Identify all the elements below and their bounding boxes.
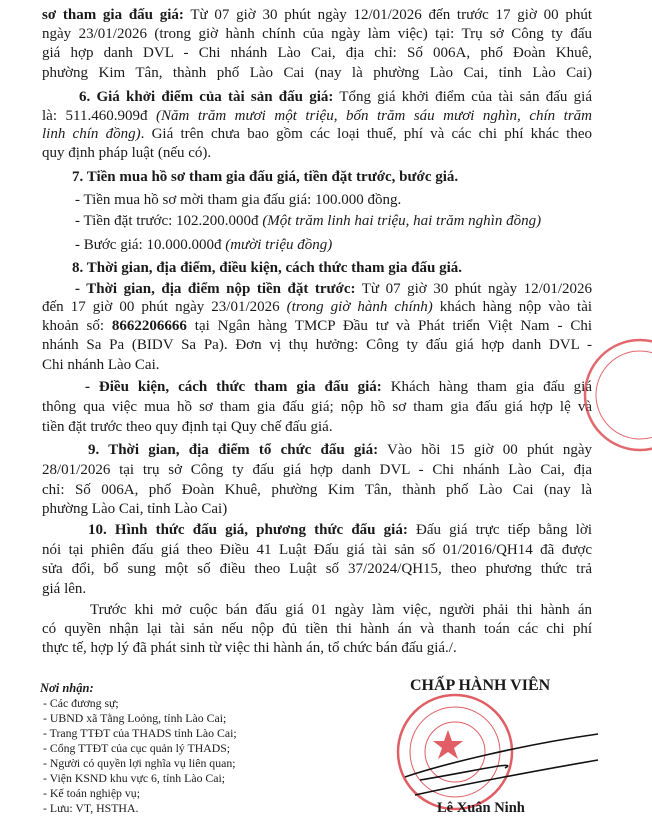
text-line	[42, 499, 592, 519]
text-line	[42, 24, 592, 44]
bold-text: 8. Thời gian, địa điểm, điều kiện, cách thức tham gia đấu giá.	[72, 260, 463, 276]
text-line	[42, 355, 592, 375]
italic-text: (trong giờ hành chính)	[286, 299, 433, 315]
text-line	[42, 540, 592, 560]
text-run: Khách hàng tham gia đấu giá	[381, 379, 592, 395]
text-run: phường Kim Tân, thành phố Lào Cai (nay là phường Lào Cai, tỉnh Lào Cai)	[42, 65, 592, 81]
bold-text: 9. Thời gian, địa điểm tổ chức đấu giá:	[88, 442, 379, 458]
text-run: có quyền nhận lại tài sản nếu nộp đủ tiền thi hành án và thanh toán các chi phí	[42, 621, 592, 637]
signer-title: CHẤP HÀNH VIÊN	[410, 677, 551, 694]
text-line	[72, 167, 592, 187]
text-line	[42, 63, 592, 83]
text-line	[88, 520, 592, 540]
text-run: nhánh Sa Pa (BIDV Sa Pa). Đơn vị thụ hưởng: Công ty đấu giá hợp danh DVL -	[42, 337, 592, 353]
text-line	[90, 600, 592, 620]
text-run: khoản số:	[42, 318, 112, 334]
text-run: thông qua việc mua hồ sơ tham gia đấu giá; nộp hồ sơ tham gia đấu giá hợp lệ và	[42, 399, 592, 415]
seal-stamp-edge	[585, 340, 652, 450]
text-run: ngày 23/01/2026 (trong giờ hành chính của ngày làm việc) tại: Trụ sở Công ty đấu	[42, 26, 592, 42]
text-line	[79, 87, 592, 107]
text-run: Từ 07 giờ 30 phút ngày 12/01/2026	[355, 281, 593, 297]
text-run: khách hàng nộp vào tài	[432, 299, 593, 315]
text-run: - Bước giá: 10.000.000đ	[75, 237, 226, 253]
text-line	[42, 124, 592, 144]
signer-name: Lê Xuân Ninh	[437, 800, 525, 816]
recipient-item: - Các đương sự;	[43, 696, 119, 710]
text-line	[42, 579, 592, 599]
text-run: Trước khi mở cuộc bán đấu giá 01 ngày làm việc, người phải thi hành án	[90, 602, 592, 618]
text-line	[75, 279, 592, 299]
bold-text: 7. Tiền mua hồ sơ tham gia đấu giá, tiền đặt trước, bước giá.	[72, 169, 459, 185]
bold-text: - Điều kiện, cách thức tham gia đấu giá:	[85, 379, 382, 395]
text-run: Chi nhánh Lào Cai.	[42, 357, 160, 373]
text-line	[42, 460, 592, 480]
seal-stamp	[398, 695, 512, 809]
recipient-item: - Người có quyền lợi nghĩa vụ liên quan;	[43, 756, 236, 770]
handwritten-signature	[405, 734, 598, 795]
italic-text: (Một trăm linh hai triệu, hai trăm nghìn đồng)	[262, 213, 542, 229]
text-run: Đấu giá trực tiếp bằng lời	[407, 522, 592, 538]
text-run: quy định pháp luật (nếu có).	[42, 145, 212, 161]
text-line	[42, 417, 592, 437]
text-run: . Giá trên chưa bao gồm các loại thuế, phí và các chi phí khác theo	[140, 126, 592, 142]
text-line	[42, 297, 592, 317]
text-run: - Tiền đặt trước: 102.200.000đ	[75, 213, 263, 229]
text-run: tiền đặt trước theo quy định tại Quy chế đấu giá.	[42, 419, 333, 435]
recipient-item: - Lưu: VT, HSTHA.	[43, 801, 139, 815]
text-line	[42, 143, 592, 163]
text-line	[42, 397, 592, 417]
text-run: đến 17 giờ 00 phút ngày 23/01/2026	[42, 299, 287, 315]
text-run: là: 511.460.909đ	[42, 108, 156, 124]
text-run: Tổng giá khởi điểm của tài sản đấu giá	[333, 89, 592, 105]
text-line	[75, 235, 592, 255]
text-line	[42, 638, 592, 658]
text-line	[72, 258, 592, 278]
text-run: giá hợp danh DVL - Chi nhánh Lào Cai, địa chỉ: Số 006A, phố Đoàn Khuê,	[42, 45, 592, 61]
recipient-item: - Viện KSND khu vực 6, tỉnh Lào Cai;	[43, 771, 226, 785]
text-line	[75, 211, 592, 231]
text-run: Từ 07 giờ 30 phút ngày 12/01/2026 đến trước 17 giờ 00 phút	[183, 7, 592, 23]
text-line	[42, 335, 592, 355]
text-line	[88, 440, 592, 460]
bold-text: sơ tham gia đấu giá:	[42, 7, 184, 23]
text-line	[85, 377, 592, 397]
bold-text: - Thời gian, địa điểm nộp tiền đặt trước:	[75, 281, 356, 297]
recipient-item: - UBND xã Tằng Loỏng, tỉnh Lào Cai;	[43, 711, 227, 725]
text-run: giá lên.	[42, 581, 87, 597]
text-line	[42, 5, 592, 25]
text-line	[42, 619, 592, 639]
text-line	[42, 316, 592, 336]
italic-text: (mười triệu đồng)	[225, 237, 333, 253]
recipients-title: Nơi nhận:	[40, 681, 94, 695]
text-run: sửa đổi, bổ sung một số điều theo Luật số 37/2024/QH15, theo phương thức trả	[42, 561, 592, 577]
bold-text: 8662206666	[111, 318, 187, 334]
text-line	[42, 43, 592, 63]
italic-text: (Năm trăm mươi một triệu, bốn trăm sáu mươi nghìn, chín trăm	[155, 108, 592, 124]
recipient-item: - Kế toán nghiệp vụ;	[43, 786, 140, 800]
bold-text: 10. Hình thức đấu giá, phương thức đấu giá:	[88, 522, 408, 538]
text-run: thực tế, hợp lý đã phát sinh từ việc thi hành án, tổ chức bán đấu giá./.	[42, 640, 457, 656]
text-line	[42, 106, 592, 126]
italic-text: linh chín đồng)	[42, 126, 141, 142]
text-run: tại Ngân hàng TMCP Đầu tư và Phát triển Việt Nam - Chi	[186, 318, 592, 334]
text-line	[75, 190, 592, 210]
recipients-list	[40, 680, 237, 816]
recipient-item: - Trang TTĐT của THADS tỉnh Lào Cai;	[43, 726, 237, 740]
text-run: nói tại phiên đấu giá theo Điều 41 Luật Đấu giá tài sản số 01/2016/QH14 đã được	[42, 542, 592, 558]
text-run: phường Lào Cai, tỉnh Lào Cai)	[42, 501, 228, 517]
text-line	[42, 559, 592, 579]
text-run: chỉ: Số 006A, phố Đoàn Khuê, phường Kim Tân, thành phố Lào Cai (nay là	[42, 482, 592, 498]
text-line	[42, 480, 592, 500]
text-run: - Tiền mua hồ sơ mời tham gia đấu giá: 100.000 đồng.	[75, 192, 402, 208]
recipient-item: - Cổng TTĐT của cục quản lý THADS;	[43, 741, 231, 755]
bold-text: 6. Giá khởi điểm của tài sản đấu giá:	[79, 89, 334, 105]
text-run: Vào hồi 15 giờ 00 phút ngày	[378, 442, 593, 458]
text-run: 28/01/2026 tại trụ sở Công ty đấu giá hợp danh DVL - Chi nhánh Lào Cai, địa	[42, 462, 592, 478]
